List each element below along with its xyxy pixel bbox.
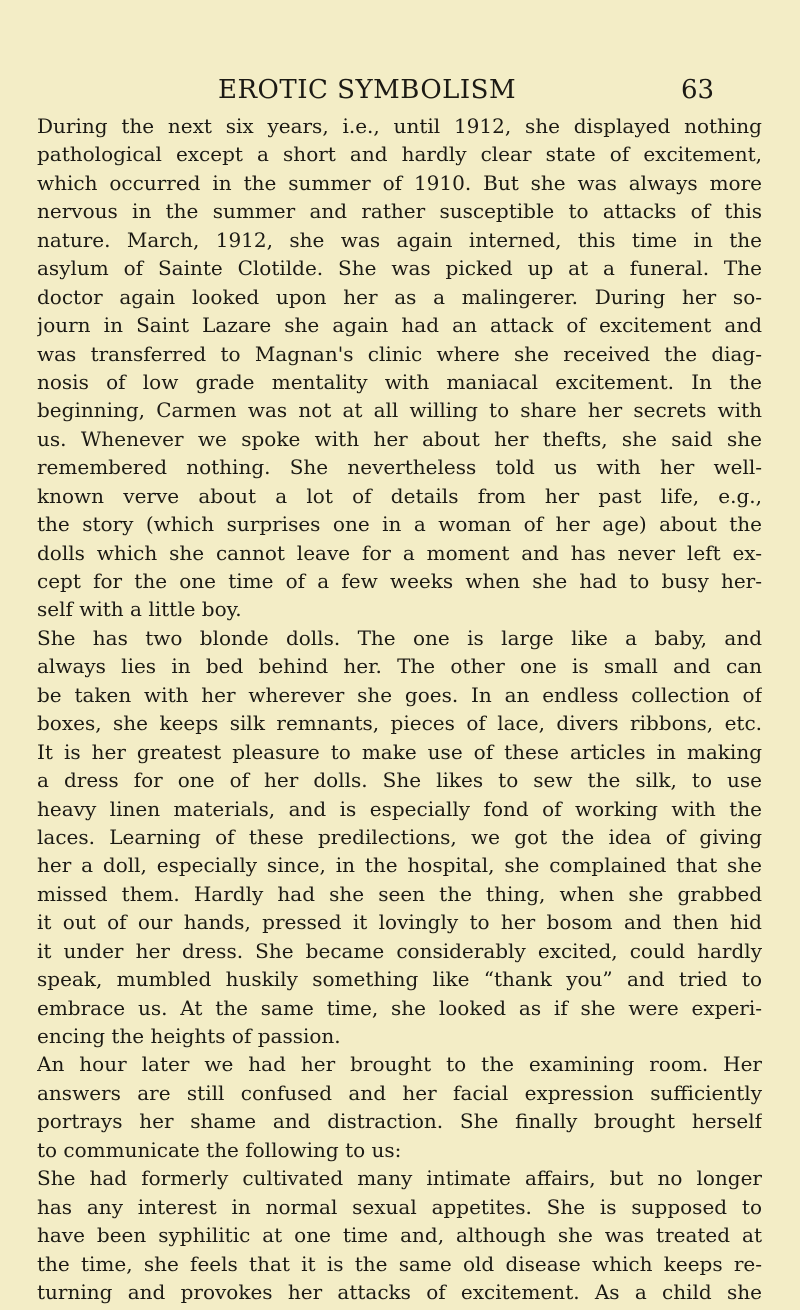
text-line: always lies in bed behind her. The other one is small and can — [37, 654, 762, 679]
page-header — [0, 70, 800, 110]
text-line: cept for the one time of a few weeks when she had to busy her- — [37, 569, 762, 593]
paragraph-end-line: to communicate the following to us: — [37, 1137, 402, 1162]
text-line: doctor again looked upon her as a malingerer. During her so- — [37, 284, 762, 309]
text-line: remembered nothing. She nevertheless told us with her well- — [37, 455, 762, 480]
text-line: which occurred in the summer of 1910. But she was always more — [37, 170, 762, 195]
paragraph-end-line: self with a little boy. — [37, 597, 242, 622]
paragraph-start-line: An hour later we had her brought to the examining room. Her — [37, 1052, 762, 1077]
text-line: it under her dress. She became considerably excited, could hardly — [37, 938, 762, 963]
paragraph-end-line: encing the heights of passion. — [37, 1024, 341, 1048]
text-line: have been syphilitic at one time and, although she was treated at — [37, 1223, 762, 1248]
text-line: nosis of low grade mentality with maniacal excitement. In the — [37, 369, 762, 394]
text-line: portrays her shame and distraction. She finally brought herself — [37, 1109, 762, 1134]
text-line: the time, she feels that it is the same old disease which keeps re- — [37, 1251, 762, 1276]
page-number: 63 — [681, 75, 715, 105]
text-line: During the next six years, i.e., until 1912, she displayed nothing — [37, 114, 762, 138]
text-line: heavy linen materials, and is especially fond of working with the — [37, 796, 762, 821]
text-line: her a doll, especially since, in the hospital, she complained that she — [37, 853, 762, 878]
text-line: a dress for one of her dolls. She likes to sew the silk, to use — [37, 768, 762, 793]
text-line: missed them. Hardly had she seen the thing, when she grabbed — [37, 881, 762, 906]
text-line: it out of our hands, pressed it lovingly to her bosom and then hid — [37, 910, 762, 935]
text-line: asylum of Sainte Clotilde. She was picked up at a funeral. The — [37, 256, 762, 281]
running-head: EROTIC SYMBOLISM — [218, 75, 517, 105]
paragraph-start-line: She had formerly cultivated many intimate affairs, but no longer — [37, 1166, 762, 1191]
text-line: beginning, Carmen was not at all willing to share her secrets with — [37, 398, 762, 423]
text-line: embrace us. At the same time, she looked as if she were experi- — [37, 995, 762, 1020]
body-text — [37, 112, 762, 1306]
text-line: answers are still confused and her facial expression sufficiently — [37, 1080, 762, 1105]
text-line: boxes, she keeps silk remnants, pieces of lace, divers ribbons, etc. — [37, 711, 762, 736]
text-line: nervous in the summer and rather susceptible to attacks of this — [37, 199, 762, 224]
text-line: turning and provokes her attacks of excitement. As a child she — [37, 1279, 762, 1304]
text-line: be taken with her wherever she goes. In an endless collection of — [37, 682, 762, 707]
text-line: journ in Saint Lazare she again had an attack of excitement and — [37, 313, 762, 338]
text-line: laces. Learning of these predilections, we got the idea of giving — [37, 824, 762, 849]
text-line: was transferred to Magnan's clinic where she received the diag- — [37, 341, 762, 366]
text-line: has any interest in normal sexual appetites. She is supposed to — [37, 1194, 762, 1219]
text-line: known verve about a lot of details from her past life, e.g., — [37, 483, 762, 508]
text-line: us. Whenever we spoke with her about her thefts, she said she — [37, 426, 762, 451]
text-line: the story (which surprises one in a woman of her age) about the — [37, 512, 762, 537]
text-line: pathological except a short and hardly clear state of excitement, — [37, 142, 762, 167]
text-line: It is her greatest pleasure to make use of these articles in making — [37, 739, 762, 764]
paragraph-start-line: She has two blonde dolls. The one is large like a baby, and — [37, 625, 762, 650]
text-line: speak, mumbled huskily something like “thank you” and tried to — [37, 967, 762, 992]
text-line: nature. March, 1912, she was again interned, this time in the — [37, 227, 762, 252]
text-line: dolls which she cannot leave for a moment and has never left ex- — [37, 540, 762, 565]
